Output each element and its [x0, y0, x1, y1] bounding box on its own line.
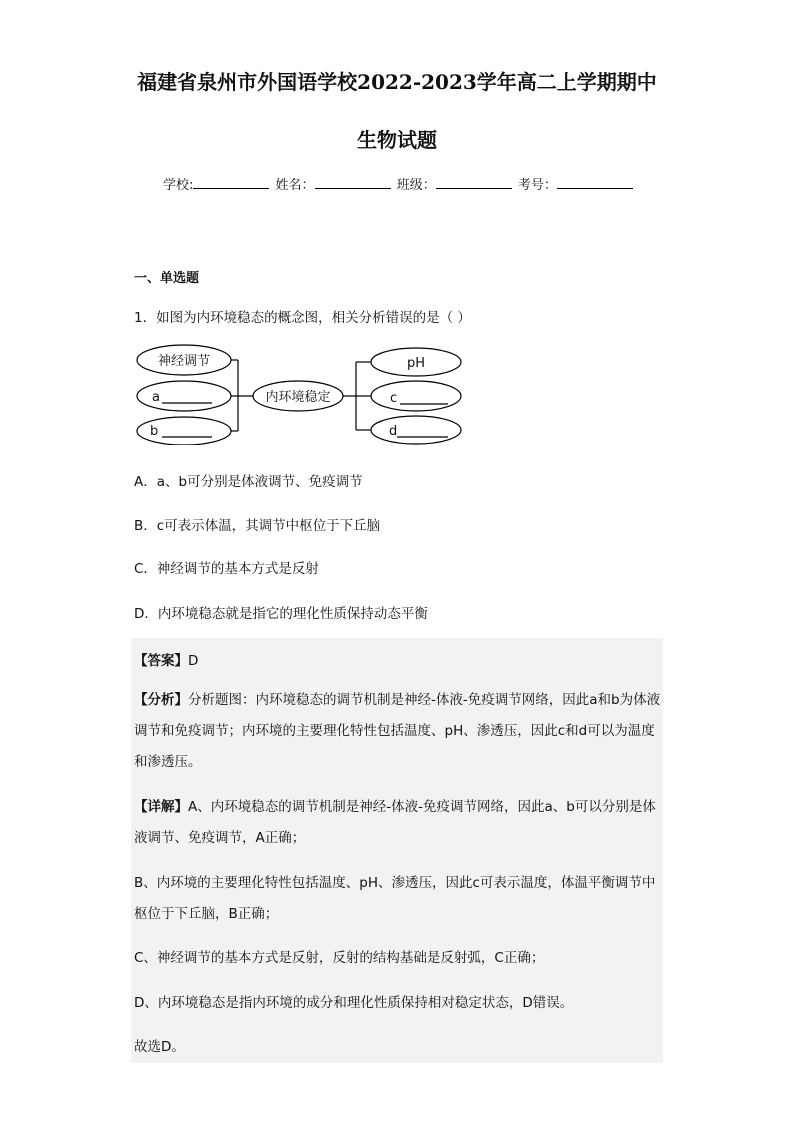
answer-line	[134, 646, 662, 677]
exam-title-line2: 生物试题	[357, 128, 437, 152]
conclusion: 故选D。	[134, 1039, 185, 1055]
class-blank[interactable]	[436, 176, 512, 189]
option-c[interactable]: C．神经调节的基本方式是反射	[134, 561, 319, 577]
option-b[interactable]: B．c可表示体温，其调节中枢位于下丘脑	[134, 518, 381, 534]
detail-a-text: A、内环境稳态的调节机制是神经-体液-免疫调节网络，因此a、b可以分别是体液调节、免疫调节，A正确；	[134, 799, 656, 846]
option-a[interactable]: A．a、b可分别是体液调节、免疫调节	[134, 474, 363, 490]
name-blank[interactable]	[315, 176, 391, 189]
exam-number-label: 考号：	[517, 178, 557, 193]
right-node-c	[371, 381, 461, 411]
right-node-c-label: c	[390, 391, 398, 406]
name-label: 姓名：	[275, 178, 315, 193]
analysis-text: 分析题图：内环境稳态的调节机制是神经-体液-免疫调节网络，因此a和b为体液调节和免疫调节；内环境的主要理化特性包括温度、pH、渗透压，因此c和d可以为温度和渗透压。	[134, 692, 661, 770]
detail-label: 【详解】	[134, 799, 188, 815]
exam-number-blank[interactable]	[557, 176, 633, 189]
right-node-d	[371, 416, 461, 444]
section-heading: 一、单选题	[134, 271, 200, 286]
left-node-a-label: a	[152, 390, 160, 405]
homeostasis-concept-diagram	[130, 340, 470, 445]
detail-a-paragraph	[134, 792, 662, 854]
school-label: 学校:	[163, 178, 194, 193]
exam-title-line1: 福建省泉州市外国语学校2022-2023学年高二上学期期中	[137, 70, 657, 94]
right-node-ph-label: pH	[406, 356, 426, 371]
center-node-label: 内环境稳定	[265, 390, 331, 405]
student-info-row	[163, 174, 635, 193]
class-label: 班级：	[396, 178, 436, 193]
analysis-paragraph	[134, 685, 662, 778]
answer-value: D	[188, 653, 199, 669]
right-node-d-label: d	[389, 424, 398, 439]
left-node-b-label: b	[150, 424, 159, 439]
school-blank[interactable]	[193, 176, 269, 189]
question-stem: 1．如图为内环境稳态的概念图，相关分析错误的是（ ）	[134, 310, 471, 326]
detail-c-paragraph: C、神经调节的基本方式是反射，反射的结构基础是反射弧，C正确；	[134, 950, 545, 966]
detail-b-paragraph: B、内环境的主要理化特性包括温度、pH、渗透压，因此c可表示温度，体温平衡调节中枢位于下丘脑，B正确；	[134, 875, 656, 922]
option-d[interactable]: D．内环境稳态就是指它的理化性质保持动态平衡	[134, 606, 428, 622]
analysis-label: 【分析】	[134, 692, 188, 708]
left-node-neural-label: 神经调节	[157, 354, 211, 369]
answer-label: 【答案】	[134, 653, 188, 669]
detail-d-paragraph: D、内环境稳态是指内环境的成分和理化性质保持相对稳定状态，D错误。	[134, 995, 574, 1011]
